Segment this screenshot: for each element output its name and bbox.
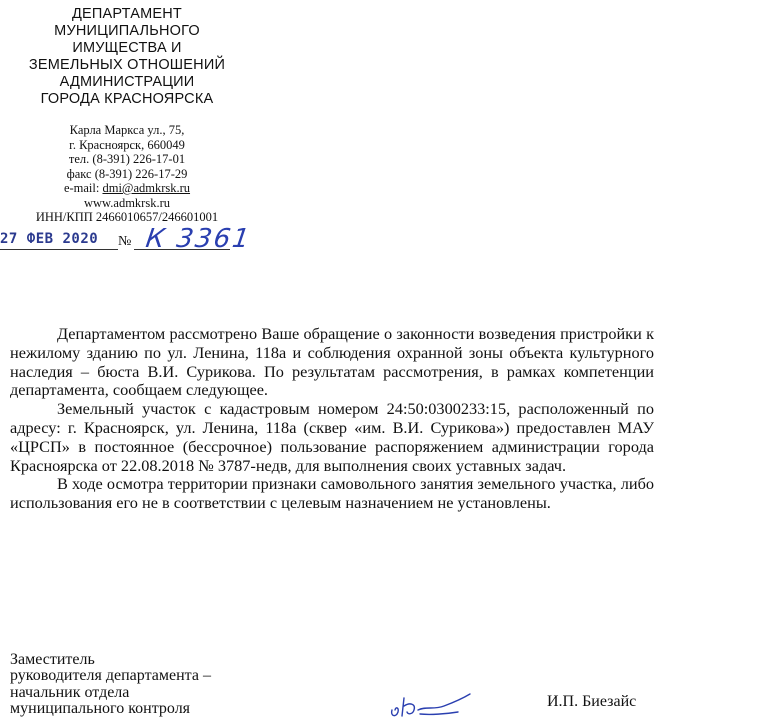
- org-name-line: ГОРОДА КРАСНОЯРСКА: [40, 91, 214, 107]
- registration-number: К 3361: [143, 224, 254, 254]
- signer-title-line: Заместитель: [10, 651, 95, 668]
- letterhead: [6, 6, 248, 225]
- signer-name: И.П. Биезайс: [547, 693, 637, 710]
- org-name-line: ЗЕМЕЛЬНЫХ ОТНОШЕНИЙ: [28, 57, 226, 73]
- email-label: e-mail:: [63, 181, 103, 195]
- registration-row: [0, 224, 300, 254]
- org-name-line: ИМУЩЕСТВА И: [72, 40, 182, 56]
- signer-title-line: руководителя департамента –: [10, 667, 211, 685]
- signer-title-line: начальник отдела: [10, 683, 130, 701]
- org-name-line: АДМИНИСТРАЦИИ: [59, 74, 195, 90]
- body-paragraph: Земельный участок с кадастровым номером 24:50:0300233:15, расположенный по адресу: г. Красноярск, ул. Ленина, 118а (сквер «им. В.И. Сурикова») предоставлен МАУ «ЦРСП» в постоянное (бессрочное) пользование распоряжением администрации города Красноярска от 22.08.2018 № 3787-недв, для выполнения своих уставных задач.: [10, 399, 654, 475]
- org-name-line: МУНИЦИПАЛЬНОГО: [54, 23, 200, 39]
- body-paragraph: В ходе осмотра территории признаки самовольного занятия земельного участка, либо использования его не в соответствии с целевым назначением не установлены.: [10, 474, 654, 513]
- signer-title: [10, 652, 211, 718]
- address-city: г. Красноярск, 660049: [69, 137, 185, 152]
- website[interactable]: www.admkrsk.ru: [84, 195, 170, 210]
- fax-number: факс (8-391) 226-17-29: [66, 166, 188, 181]
- date-stamp: 27 ФЕВ 2020: [0, 231, 99, 247]
- number-label: №: [118, 234, 132, 249]
- email-row: [6, 181, 248, 196]
- organization-name: [6, 6, 248, 108]
- phone-number: тел. (8-391) 226-17-01: [68, 152, 186, 166]
- address-street: Карла Маркса ул., 75,: [69, 123, 185, 137]
- org-name-line: ДЕПАРТАМЕНТ: [72, 6, 182, 22]
- contact-details: [6, 123, 248, 225]
- inn-kpp: ИНН/КПП 2466010657/246601001: [35, 210, 219, 224]
- signer-title-line: муниципального контроля: [10, 700, 191, 718]
- email-link[interactable]: dmi@admkrsk.ru: [102, 181, 191, 195]
- date-underline: [0, 249, 118, 250]
- body-paragraph: Департаментом рассмотрено Ваше обращение о законности возведения пристройки к нежилому зданию по ул. Ленина, 118а и соблюдения охранной зоны объекта культурного наследия – бюста В.И. Сурикова. По результатам рассмотрения, в рамках компетенции департамента, сообщаем следующее.: [10, 324, 654, 400]
- handwritten-signature: [386, 688, 478, 722]
- letter-body: [10, 325, 654, 513]
